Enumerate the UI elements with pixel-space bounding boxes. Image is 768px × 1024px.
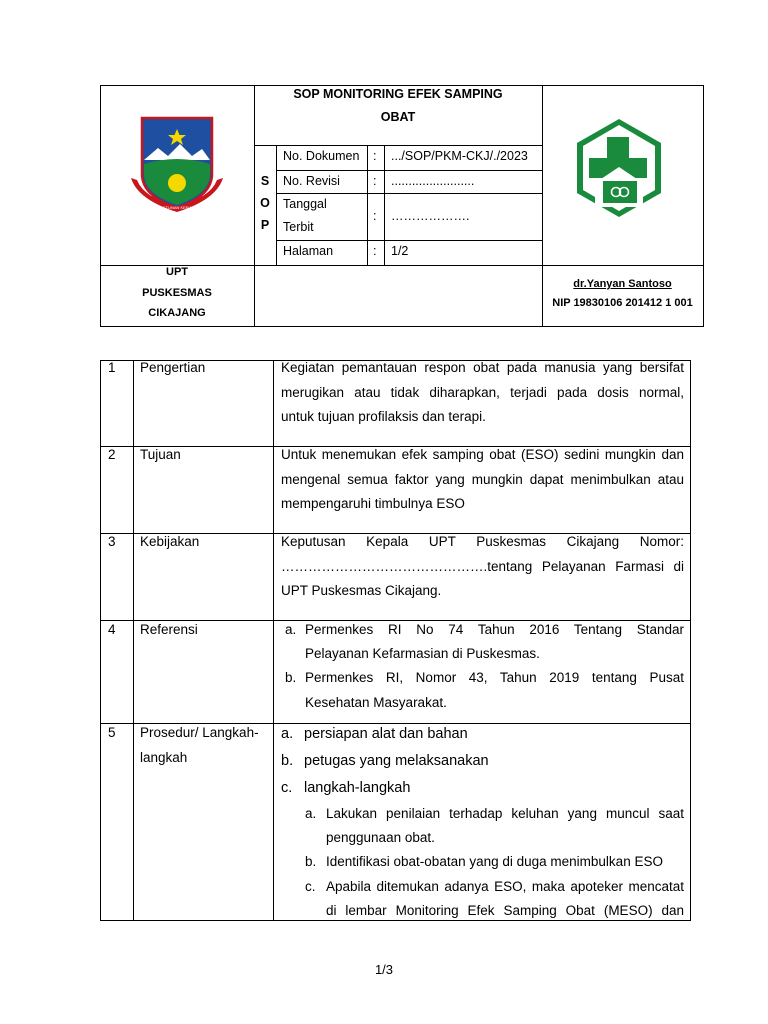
meta-value-tanggal-terbit: ……………….	[391, 209, 470, 223]
signer-nip: NIP 19830106 201412 1 001	[552, 297, 693, 309]
kebijakan-line: ……………………………………….tentang Pelayanan Farmasi di	[281, 559, 684, 574]
tujuan-line: mengenal semua faktor yang mungkin dapat menimbulkan atau	[281, 472, 684, 487]
langkah-marker: c.	[305, 879, 316, 894]
org-line2: PUSKESMAS	[142, 287, 212, 299]
row-label-kebijakan: Kebijakan	[140, 534, 200, 549]
meta-label-terbit: Terbit	[283, 220, 314, 234]
row-number: 1	[108, 360, 116, 375]
regency-crest-logo	[128, 114, 226, 216]
sop-title-line2: OBAT	[380, 110, 416, 124]
row-label-pengertian: Pengertian	[140, 360, 206, 375]
sop-title-line1: SOP MONITORING EFEK SAMPING	[293, 87, 503, 101]
row-label-tujuan: Tujuan	[140, 447, 181, 462]
meta-label-halaman: Halaman	[283, 244, 334, 258]
meta-value-no-revisi: ........................	[391, 174, 475, 188]
org-line1: UPT	[166, 266, 188, 278]
tujuan-line: mempengaruhi timbulnya ESO	[281, 496, 465, 511]
row-number: 5	[108, 725, 116, 740]
meta-colon: :	[373, 209, 377, 223]
langkah-item: Lakukan penilaian terhadap keluhan yang muncul saat	[326, 806, 684, 821]
org-line3: CIKAJANG	[148, 307, 206, 319]
langkah-item: di lembar Monitoring Efek Samping Obat (MESO) dan	[326, 903, 684, 918]
crest-banner-text: SEBA TANGTUNAN KERJA RAHAYU	[143, 205, 211, 210]
sop-letter-s: S	[260, 174, 270, 188]
prosedur-marker: b.	[281, 753, 294, 769]
langkah-item: penggunaan obat.	[326, 830, 435, 845]
row-number: 2	[108, 447, 116, 462]
row-label-prosedur-cont: langkah	[140, 750, 188, 765]
sop-letter-p: P	[260, 218, 270, 232]
meta-colon: :	[373, 244, 377, 258]
langkah-marker: a.	[305, 806, 317, 821]
referensi-item: Kesehatan Masyarakat.	[305, 695, 447, 710]
langkah-item: Apabila ditemukan adanya ESO, maka apoteker mencatat	[326, 879, 684, 894]
row-label-prosedur: Prosedur/ Langkah-	[140, 725, 259, 740]
kebijakan-line: Keputusan Kepala UPT Puskesmas Cikajang Nomor:	[281, 534, 684, 549]
row-number: 3	[108, 534, 116, 549]
prosedur-item: petugas yang melaksanakan	[304, 753, 489, 769]
pengertian-line: merugikan atau tidak diharapkan, terjadi pada dosis normal,	[281, 385, 684, 400]
referensi-item: Pelayanan Kefarmasian di Puskesmas.	[305, 646, 540, 661]
prosedur-item: langkah-langkah	[304, 780, 411, 796]
meta-colon: :	[373, 174, 377, 188]
referensi-item: Permenkes RI, Nomor 43, Tahun 2019 tentang Pusat	[305, 670, 684, 685]
referensi-marker: b.	[285, 670, 297, 685]
prosedur-marker: a.	[281, 726, 294, 742]
pengertian-line: untuk tujuan profilaksis dan terapi.	[281, 409, 486, 424]
meta-label-tanggal: Tanggal	[283, 197, 327, 211]
meta-value-no-dokumen: .../SOP/PKM-CKJ/./2023	[391, 149, 528, 163]
prosedur-item: persiapan alat dan bahan	[304, 726, 468, 742]
meta-colon: :	[373, 149, 377, 163]
row-label-referensi: Referensi	[140, 622, 198, 637]
kebijakan-line: UPT Puskesmas Cikajang.	[281, 583, 442, 598]
prosedur-marker: c.	[281, 780, 293, 796]
meta-value-halaman: 1/2	[391, 244, 409, 258]
referensi-marker: a.	[285, 622, 297, 637]
puskesmas-logo	[575, 117, 663, 219]
langkah-marker: b.	[305, 854, 317, 869]
row-number: 4	[108, 622, 116, 637]
tujuan-line: Untuk menemukan efek samping obat (ESO) sedini mungkin dan	[281, 447, 684, 462]
langkah-item: Identifikasi obat-obatan yang di duga menimbulkan ESO	[326, 854, 663, 869]
meta-label-no-revisi: No. Revisi	[283, 174, 340, 188]
referensi-item: Permenkes RI No 74 Tahun 2016 Tentang Standar	[305, 622, 684, 637]
pengertian-line: Kegiatan pemantauan respon obat pada manusia yang bersifat	[281, 360, 684, 375]
meta-label-no-dokumen: No. Dokumen	[283, 149, 360, 163]
signer-name: dr.Yanyan Santoso	[573, 278, 672, 290]
page-number: 1/3	[374, 962, 394, 977]
sop-letter-o: O	[260, 196, 270, 210]
